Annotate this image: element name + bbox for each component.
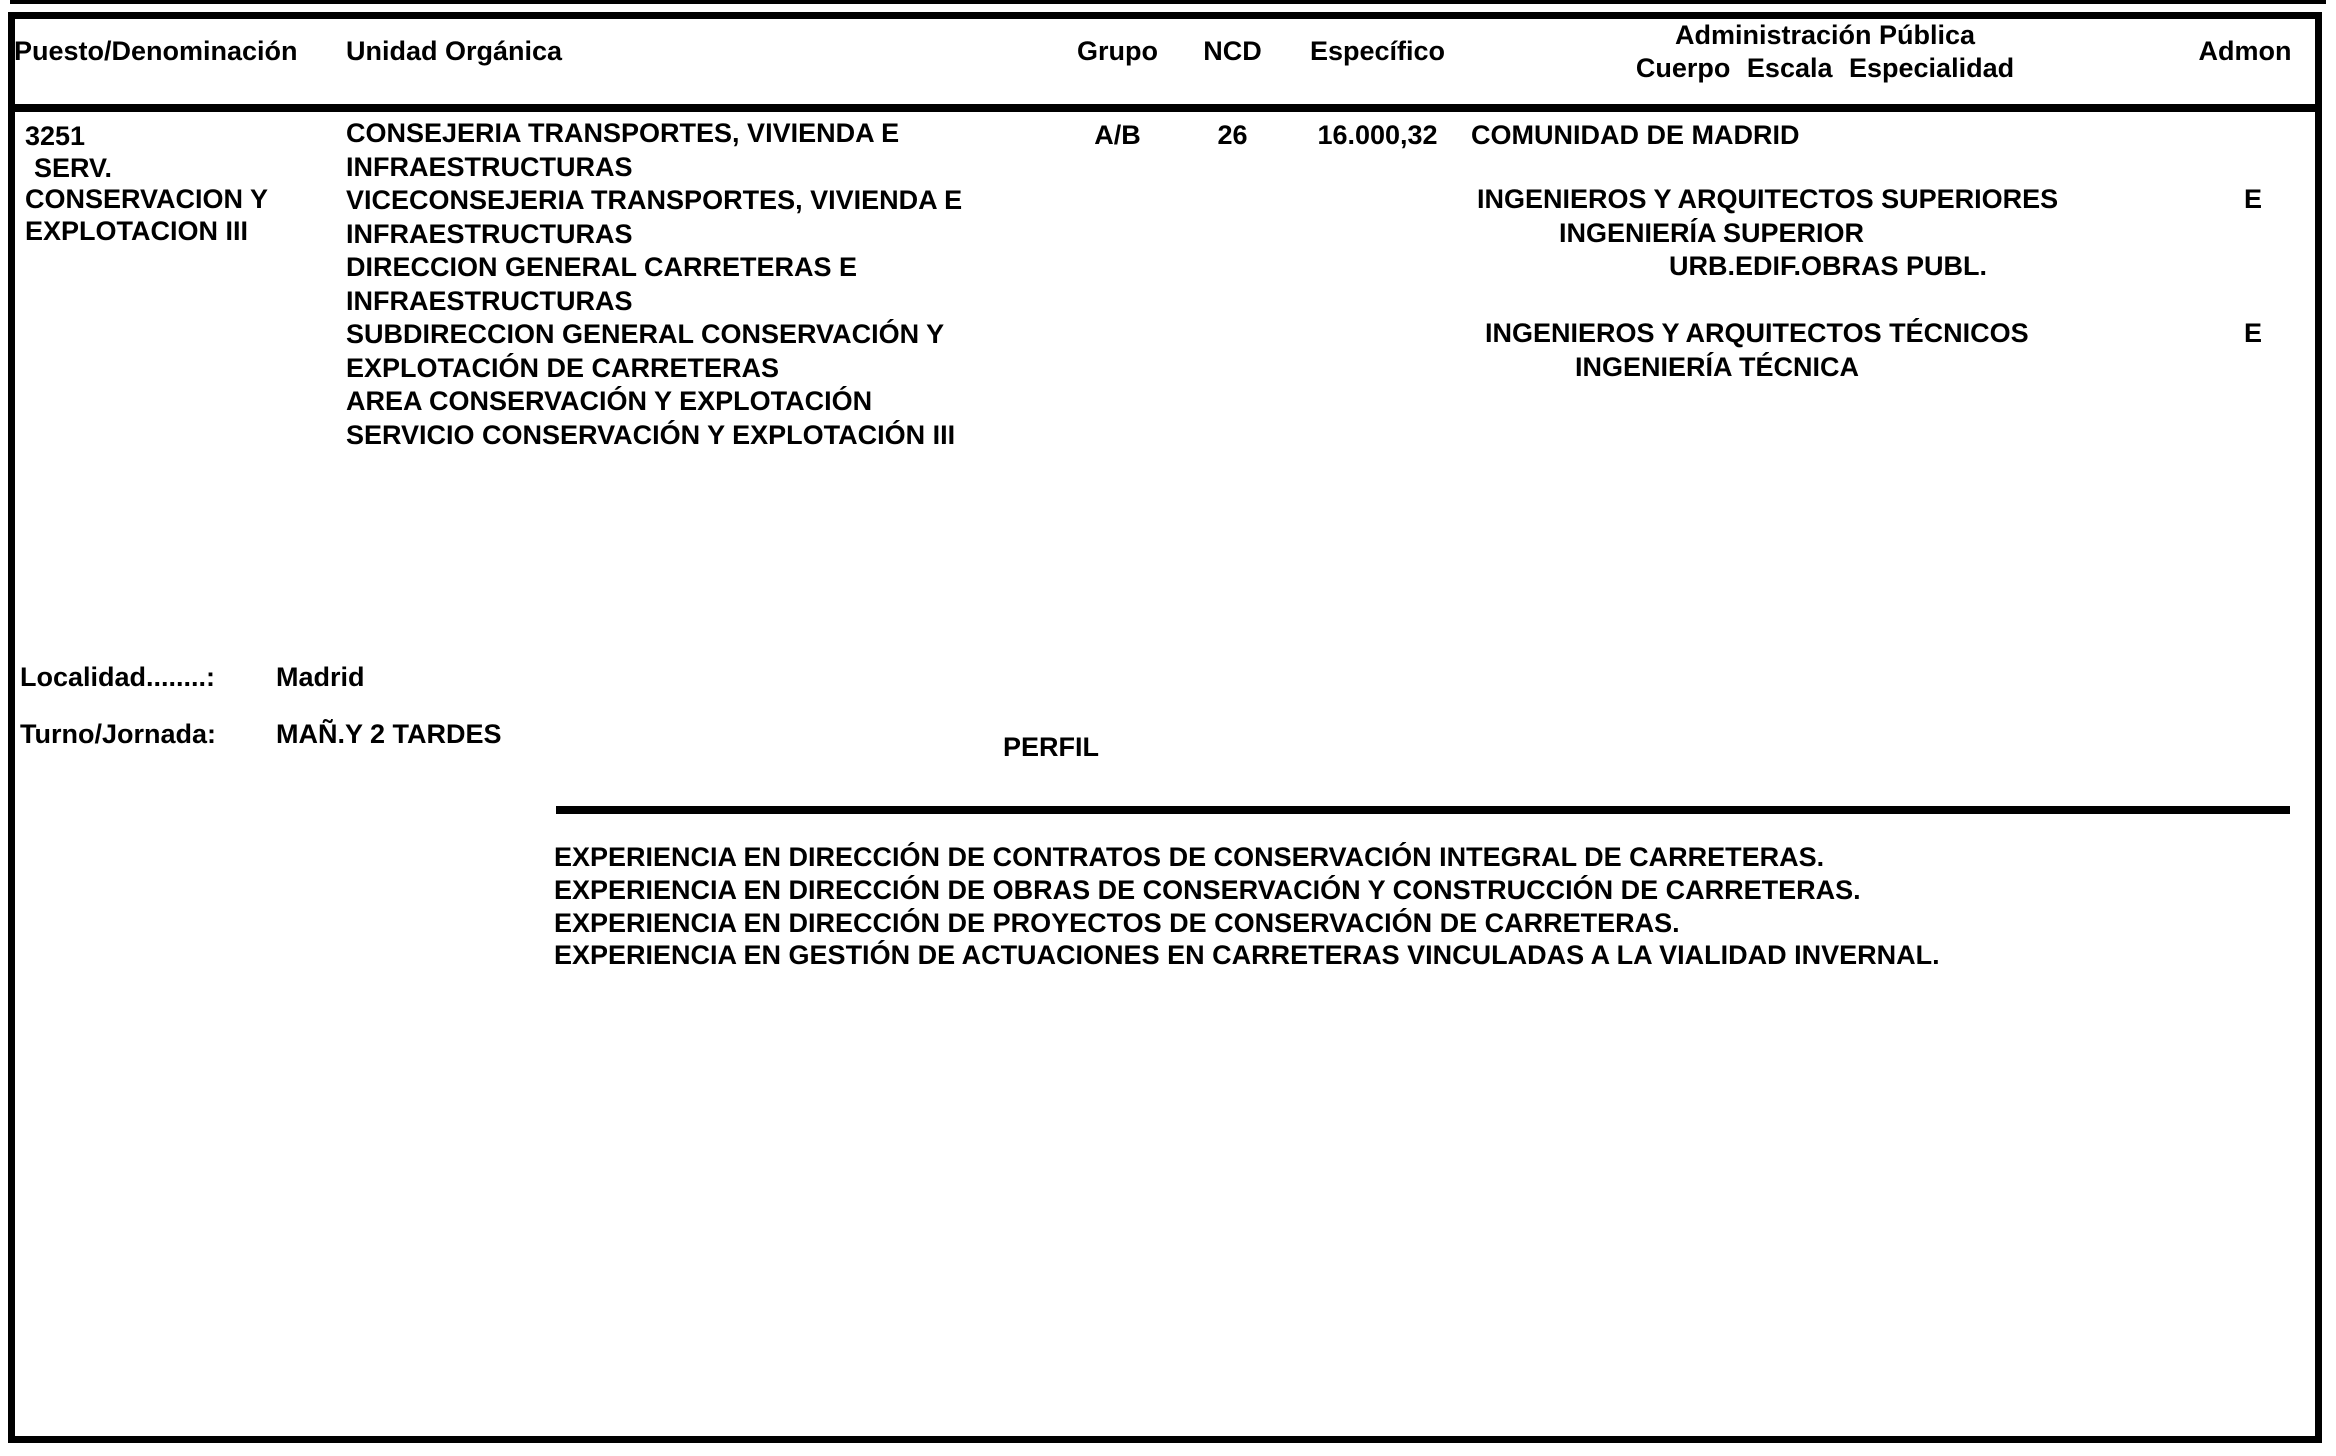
unidad-organica-line: CONSEJERIA TRANSPORTES, VIVIENDA E [346,118,900,148]
puesto-denominacion-cell [25,121,268,247]
column-header-puesto: Puesto/Denominación [14,36,298,66]
perfil-line: EXPERIENCIA EN GESTIÓN DE ACTUACIONES EN CARRETERAS VINCULADAS A LA VIALIDAD INVERNAL. [554,940,1940,971]
column-header-unidad-organica: Unidad Orgánica [346,36,563,66]
header-separator-line [8,104,2322,112]
column-header-admon: Admon [2198,36,2292,66]
page-top-edge-line [10,0,2326,4]
column-header-especifico: Específico [1309,36,1446,66]
perfil-separator-line [556,806,2290,814]
column-header-grupo: Grupo [1077,36,1158,66]
denominacion-line: SERV. [34,152,113,183]
administracion-publica-value: COMUNIDAD DE MADRID [1471,120,1800,150]
perfil-title: PERFIL [1003,732,1100,762]
column-header-cuerpo-escala-especialidad: Cuerpo Escala Especialidad [1635,53,2015,83]
unidad-organica-line: SERVICIO CONSERVACIÓN Y EXPLOTACIÓN III [346,419,956,450]
unidad-organica-line: AREA CONSERVACIÓN Y EXPLOTACIÓN [346,386,873,416]
unidad-organica-line: INFRAESTRUCTURAS [346,218,633,249]
admon-value: E [2244,318,2263,348]
admon-value: E [2244,184,2263,214]
grupo-value: A/B [1094,120,1141,150]
cuerpo-name: INGENIEROS Y ARQUITECTOS SUPERIORES [1477,184,2059,214]
perfil-line: EXPERIENCIA EN DIRECCIÓN DE PROYECTOS DE CONSERVACIÓN DE CARRETERAS. [554,907,1680,938]
puesto-codigo: 3251 [25,121,86,151]
unidad-organica-line: SUBDIRECCION GENERAL CONSERVACIÓN Y [346,319,945,349]
perfil-section [554,841,1940,972]
escala-name: INGENIERÍA TÉCNICA [1575,352,1860,382]
perfil-line: EXPERIENCIA EN DIRECCIÓN DE OBRAS DE CONSERVACIÓN Y CONSTRUCCIÓN DE CARRETERAS. [554,874,1861,905]
ncd-value: 26 [1217,120,1248,150]
column-header-administracion-publica: Administración Pública [1674,20,1976,50]
column-header-ncd: NCD [1203,36,1262,66]
unidad-organica-line: DIRECCION GENERAL CARRETERAS E [346,252,858,282]
localidad-value: Madrid [276,662,365,692]
unidad-organica-cell [346,117,962,452]
cuerpo-name: INGENIEROS Y ARQUITECTOS TÉCNICOS [1485,318,2029,348]
unidad-organica-line: INFRAESTRUCTURAS [346,151,633,182]
especifico-value: 16.000,32 [1317,120,1438,150]
denominacion-line: CONSERVACION Y [25,184,269,214]
denominacion-line: EXPLOTACION III [25,215,249,246]
unidad-organica-line: VICECONSEJERIA TRANSPORTES, VIVIENDA E [346,185,963,215]
localidad-label: Localidad........: [20,662,216,692]
unidad-organica-line: INFRAESTRUCTURAS [346,285,633,316]
turno-jornada-label: Turno/Jornada: [20,719,217,749]
turno-jornada-value: MAÑ.Y 2 TARDES [276,719,502,749]
especialidad-name: URB.EDIF.OBRAS PUBL. [1669,251,1988,281]
escala-name: INGENIERÍA SUPERIOR [1559,218,1865,248]
unidad-organica-line: EXPLOTACIÓN DE CARRETERAS [346,352,780,383]
perfil-line: EXPERIENCIA EN DIRECCIÓN DE CONTRATOS DE CONSERVACIÓN INTEGRAL DE CARRETERAS. [554,842,1825,872]
